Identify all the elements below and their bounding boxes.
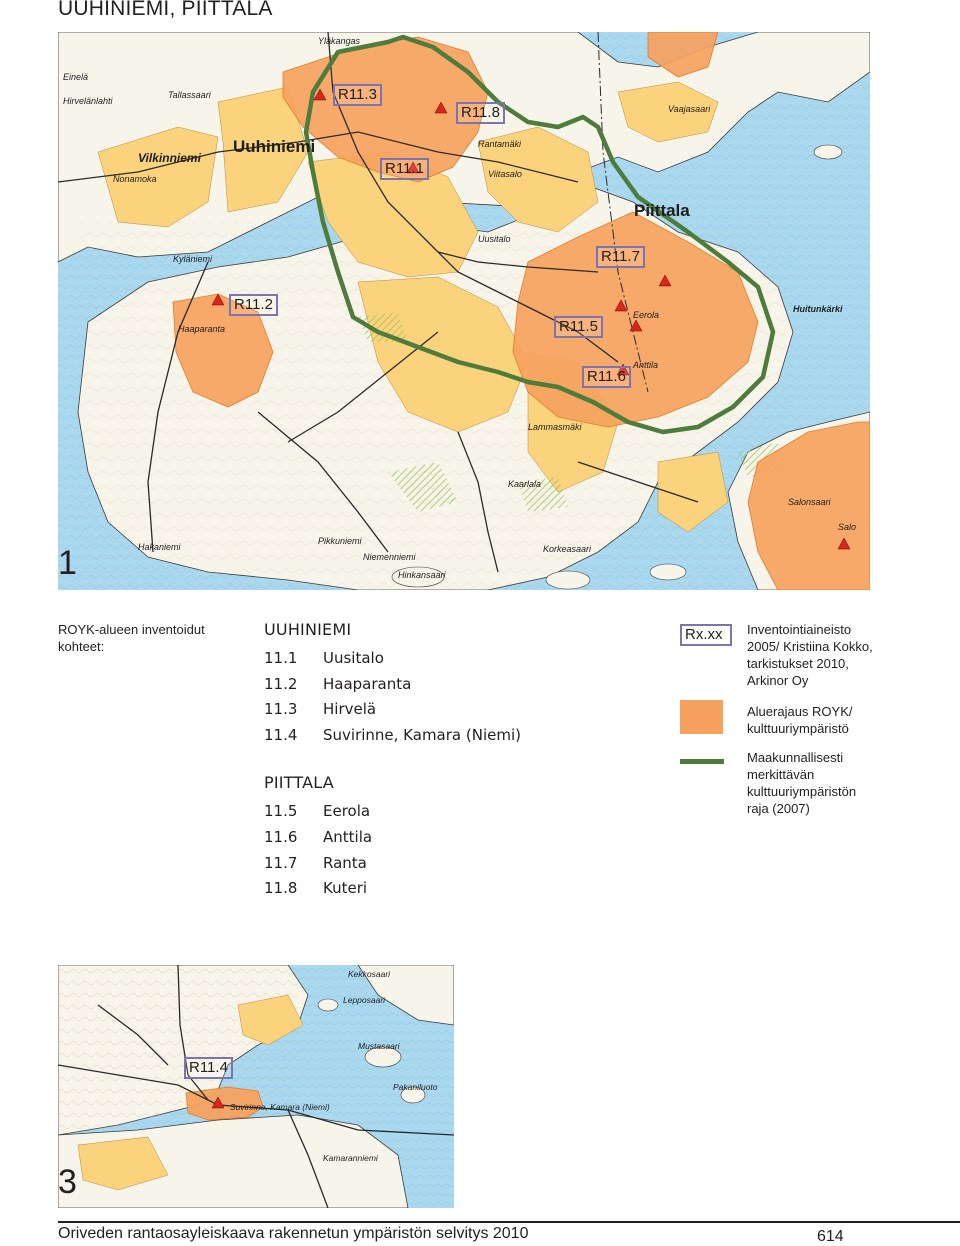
place-name: Yläkangas [318,36,361,46]
site-group-piittala [264,773,521,901]
place-name: Salo [838,522,857,532]
site-list [264,620,521,901]
place-name: Pakaniluoto [393,1082,438,1092]
place-name: Lepposaari [343,995,386,1005]
site-name: Uusitalo [323,648,384,667]
place-name: Viitasalo [488,169,522,179]
map-suvirinne[interactable] [58,965,454,1208]
site-number: 11.4 [264,726,298,745]
page-number: 614 [817,1228,844,1245]
footer-title: Oriveden rantaosayleiskaava rakennetun ympäristön selvitys 2010 [58,1225,529,1242]
intro-text: ROYK-alueen inventoidut kohteet: [58,622,205,654]
site-number: 11.6 [264,827,298,846]
site-group-uuhiniemi [264,620,521,748]
place-name: Nonamoka [113,174,157,184]
place-name: Hirvelänlahti [63,96,113,106]
legend-label-box: Rx.xx [680,624,732,646]
site-item [264,697,521,723]
place-name: Vaajasaari [668,104,711,114]
place-name: Niemenniemi [363,552,416,562]
site-label-r11-3[interactable]: R11.3 [333,84,382,106]
site-number: 11.2 [264,674,298,693]
place-name: Lammasmäki [528,422,582,432]
place-name: Einelä [63,72,89,82]
place-name: Kyläniemi [173,254,213,264]
place-name: Eerola [633,310,660,320]
site-name: Suvirinne, Kamara (Niemi) [323,726,521,745]
site-number: 11.3 [264,700,298,719]
place-name: Kaarlala [508,479,542,489]
page-title: UUHINIEMI, PIITTALA [58,0,273,20]
legend-text-boundary: Maakunnallisesti merkittävän kulttuuriympäristön raja (2007) [747,750,857,816]
site-name: Kuteri [323,879,368,898]
site-label-r11-6[interactable]: R11.6 [582,366,631,388]
legend-orange-swatch [680,700,723,734]
site-name: Hirvelä [323,700,377,719]
place-name: Anttila [633,360,659,370]
site-item [264,645,521,671]
site-number: 11.1 [264,648,298,667]
place-name: Hakaniemi [138,542,181,552]
footer-rule [58,1221,960,1223]
place-name: Korkeasaari [543,544,592,554]
place-name: Pikkuniemi [318,536,362,546]
islet [318,999,338,1011]
site-item [264,850,521,876]
group-title: UUHINIEMI [264,620,352,639]
place-name: Rantamäki [478,139,522,149]
site-label-r11-5[interactable]: R11.5 [554,316,603,338]
site-number: 11.7 [264,853,298,872]
place-name: Kamaranniemi [323,1153,378,1163]
map-number: 3 [58,1163,77,1201]
islet [546,571,590,589]
legend-text-area: Aluerajaus ROYK/ kulttuuriympäristö [747,704,853,736]
place-name: Kekkosaari [348,969,391,979]
place-name: Huitunkärki [793,304,843,314]
site-label-r11-7[interactable]: R11.7 [596,246,645,268]
place-name: Mustasaari [358,1041,400,1051]
site-label-r11-8[interactable]: R11.8 [456,102,505,124]
map-number: 1 [58,544,77,582]
site-number: 11.5 [264,802,298,821]
islet [650,564,686,580]
site-label-r11-1[interactable]: R11.1 [380,158,429,180]
map-uuhiniemi-piittala[interactable] [58,32,870,590]
site-number: 11.8 [264,879,298,898]
legend-text-inventory: Inventointiaineisto 2005/ Kristiina Kokko, tarkistukset 2010, Arkinor Oy [747,622,873,688]
place-name: Uuhiniemi [233,137,316,156]
group-title: PIITTALA [264,773,334,793]
site-item [264,671,521,697]
place-name: Suvirinne, Kamara (Niemi) [230,1102,330,1112]
site-label-r11-2[interactable]: R11.2 [229,294,278,316]
site-item [264,824,521,850]
site-name: Anttila [323,827,373,846]
place-name: Uusitalo [478,234,511,244]
site-name: Haaparanta [323,674,412,693]
place-name: Hinkansaari [398,570,446,580]
legend-green-line [680,759,724,764]
islet [814,145,842,159]
site-name: Eerola [323,802,371,821]
site-item [264,722,521,748]
site-item [264,876,521,902]
place-name: Tallassaari [168,90,211,100]
site-item [264,798,521,824]
place-name: Vilkinniemi [138,151,201,165]
site-name: Ranta [323,853,367,872]
site-label-r11-4[interactable]: R11.4 [184,1057,233,1079]
place-name: Salonsaari [788,497,831,507]
place-name: Haaparanta [178,324,226,334]
place-name: Piittala [634,201,690,220]
